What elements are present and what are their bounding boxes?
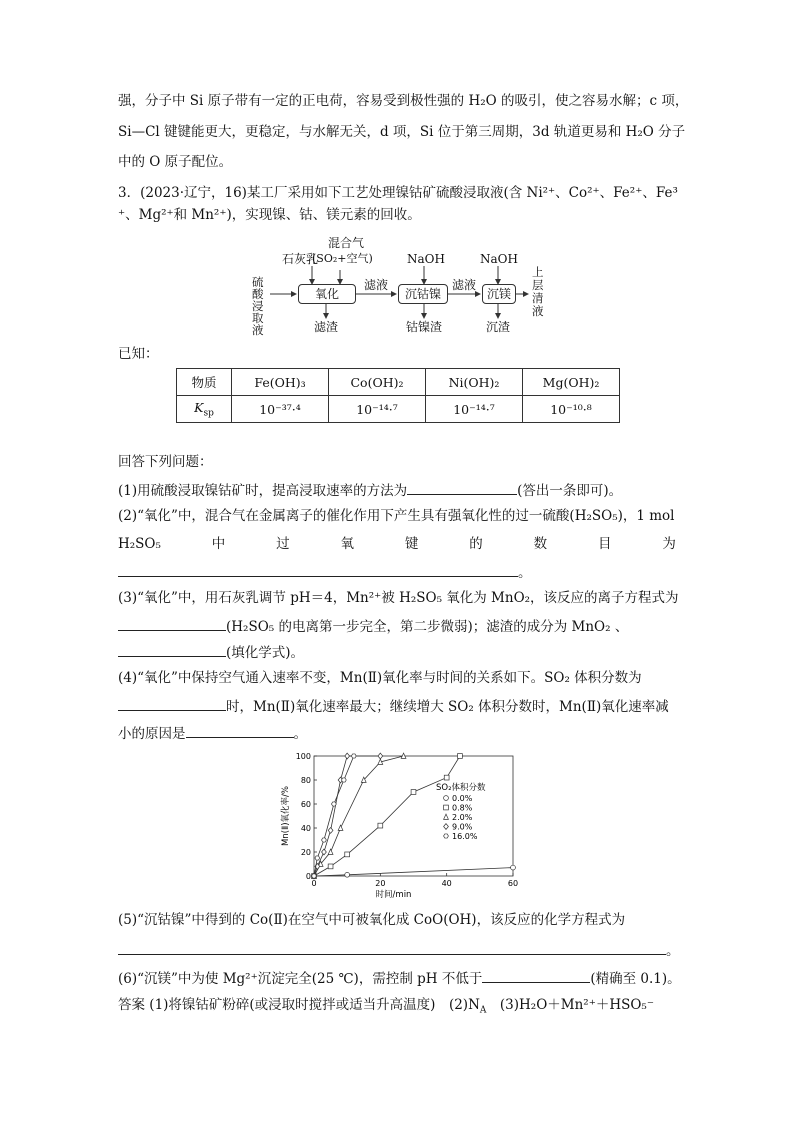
answer-blank-3b[interactable] — [118, 642, 226, 657]
flow-arrows — [244, 228, 564, 338]
question-4-line-3: 小的原因是 。 — [118, 723, 307, 743]
answer-blank-6[interactable] — [482, 968, 590, 983]
data-point — [444, 775, 449, 780]
data-point — [328, 849, 333, 854]
question-3-line-2: (H₂SO₅ 的电离第一步完全，第二步微弱)；滤渣的成分为 MnO₂ 、 — [118, 616, 628, 636]
data-point — [312, 874, 317, 878]
table-row — [177, 369, 620, 396]
flow-input-gas-detail: (SO₂+空气) — [312, 252, 373, 265]
answer-label: 答案 — [118, 997, 145, 1013]
table-row — [177, 396, 620, 423]
answer-line — [118, 996, 654, 1020]
data-point — [322, 838, 327, 842]
ksp-table — [176, 368, 620, 423]
data-point — [378, 823, 383, 828]
question-4-line-2: 时，Mn(Ⅱ)氧化速率最大；继续增大 SO₂ 体积分数时，Mn(Ⅱ)氧化速率减 — [118, 696, 669, 716]
table-cell: 10⁻¹⁴·⁷ — [426, 396, 523, 423]
question-1: (1)用硫酸浸取镍钴矿时，提高浸取速率的方法为 (答出一条即可)。 — [118, 480, 622, 500]
y-tick-label: 60 — [300, 800, 311, 809]
data-point — [322, 849, 327, 855]
flow-input-lime: 石灰乳 — [282, 252, 319, 266]
y-tick-label: 0 — [305, 872, 311, 881]
legend-title: SO₂体积分数 — [436, 783, 486, 793]
process-flow-diagram — [244, 228, 564, 338]
table-header-cell: 物质 — [177, 369, 232, 396]
legend-entry: 0.8% — [452, 803, 473, 813]
ksp-row-label: $K_{sp}$ — [177, 396, 232, 423]
answer-blank-3a[interactable] — [118, 616, 226, 631]
plot-frame — [314, 756, 513, 876]
x-tick-label: 40 — [441, 879, 452, 888]
flow-end-label: 上 层 清 液 — [532, 265, 544, 318]
table-header-cell: Co(OH)₂ — [329, 369, 426, 396]
y-axis-label: Mn(Ⅱ)氧化率/% — [281, 786, 291, 846]
prompt-text: 回答下列问题： — [118, 454, 213, 470]
table-cell: 10⁻³⁷·⁴ — [232, 396, 329, 423]
table-header-cell: Mg(OH)₂ — [523, 369, 620, 396]
flow-output-residue: 滤渣 — [314, 320, 339, 334]
table-cell: 10⁻¹⁰·⁸ — [523, 396, 620, 423]
flow-arrow-label-2: 滤液 — [452, 278, 477, 292]
flow-output-co-ni-residue: 钴镍渣 — [406, 320, 443, 334]
intro-line-1: 强，分子中 Si 原子带有一定的正电荷，容易受到极性强的 H₂O 的吸引，使之容易水解；c 项， — [118, 93, 689, 109]
question-2-line-1: (2)“氧化”中，混合气在金属离子的催化作用下产生具有强氧化性的过一硫酸(H₂SO₅)，1 mol — [118, 508, 675, 524]
question-2-line-2: H₂SO₅ 中 过 氧 键 的 数 目 为 — [118, 536, 676, 552]
question-3-line-1: (3)“氧化”中，用石灰乳调节 pH＝4，Mn²⁺被 H₂SO₅ 氧化为 MnO₂，该反应的离子方程式为 — [118, 590, 679, 606]
table-header-cell: Ni(OH)₂ — [426, 369, 523, 396]
series-line-0 — [314, 868, 513, 876]
question-stem-line-1: 3．(2023·辽宁，16)某工厂采用如下工艺处理镍钴矿硫酸浸取液(含 Ni²⁺、Co²⁺、Fe²⁺、Fe³ — [118, 185, 678, 201]
legend-marker — [444, 805, 449, 810]
answer-blank-4a[interactable] — [118, 696, 226, 711]
data-point — [315, 856, 320, 860]
data-point — [411, 790, 416, 795]
flow-box-oxidation: 氧化 — [298, 284, 356, 304]
intro-line-3: 中的 O 原子配位。 — [118, 154, 233, 170]
data-point — [341, 778, 346, 782]
question-5-line-1: (5)“沉钴镍”中得到的 Co(Ⅱ)在空气中可被氧化成 CoO(OH)，该反应的化学方程式为 — [118, 912, 626, 928]
answer-blank-5[interactable] — [118, 940, 666, 955]
answer-blank-1[interactable] — [407, 480, 517, 495]
flow-box-mg-precip: 沉镁 — [482, 284, 516, 304]
legend-marker — [444, 796, 449, 801]
flow-input-gas: 混合气 — [328, 236, 365, 250]
table-cell: 10⁻¹⁴·⁷ — [329, 396, 426, 423]
series-line-1 — [314, 756, 460, 876]
y-tick-label: 80 — [300, 776, 311, 785]
data-point — [345, 852, 350, 857]
flow-start-label: 硫 酸 浸 取 液 — [252, 275, 264, 337]
question-6: (6)“沉镁”中为使 Mg²⁺沉淀完全(25 ℃)，需控制 pH 不低于 (精确至 0.1)。 — [118, 968, 681, 988]
data-point — [328, 828, 333, 834]
y-tick-label: 100 — [295, 752, 311, 761]
flow-output-precipitate: 沉渣 — [486, 320, 511, 334]
data-point — [351, 754, 356, 758]
flow-input-naoh-1: NaOH — [407, 252, 445, 266]
intro-line-2: Si—Cl 键键能更大，更稳定，与水解无关，d 项，Si 位于第三周期，3d 轨道更易和 H₂O 分子 — [118, 124, 686, 140]
data-point — [458, 754, 463, 759]
data-point — [328, 864, 333, 869]
question-stem-line-2: ⁺、Mg²⁺和 Mn²⁺)，实现镍、钴、镁元素的回收。 — [118, 207, 421, 223]
legend-marker — [444, 814, 449, 819]
legend-entry: 16.0% — [452, 832, 478, 841]
data-point — [511, 865, 516, 870]
legend-entry: 0.0% — [452, 794, 473, 803]
x-tick-label: 0 — [311, 879, 317, 888]
data-point — [332, 802, 337, 806]
question-2-line-3: 。 — [118, 562, 532, 582]
legend-marker — [444, 824, 449, 830]
x-axis-label: 时间/min — [375, 890, 412, 898]
flow-input-naoh-2: NaOH — [480, 252, 518, 266]
legend-marker — [444, 834, 449, 838]
known-label: 已知： — [118, 346, 159, 362]
question-3-line-3: (填化学式)。 — [118, 642, 304, 662]
answer-blank-4b[interactable] — [186, 723, 294, 738]
flow-arrow-label-1: 滤液 — [364, 278, 389, 292]
legend-entry: 2.0% — [452, 813, 473, 822]
series-line-3 — [314, 756, 380, 876]
flow-box-co-ni-precip: 沉钴镍 — [398, 284, 448, 304]
y-tick-label: 40 — [300, 824, 311, 833]
question-5-line-2: 。 — [118, 940, 680, 960]
data-point — [338, 825, 343, 830]
data-point — [345, 753, 350, 759]
x-tick-label: 60 — [507, 879, 519, 888]
y-tick-label: 20 — [300, 848, 311, 857]
data-point — [345, 872, 350, 877]
question-4-line-1: (4)“氧化”中保持空气通入速率不变，Mn(Ⅱ)氧化率与时间的关系如下。SO₂ 体积分数为 — [118, 670, 642, 686]
legend-entry: 9.0% — [452, 822, 473, 832]
x-tick-label: 20 — [375, 879, 386, 888]
table-header-cell: Fe(OH)₃ — [232, 369, 329, 396]
mn-oxidation-chart — [276, 748, 526, 898]
data-point — [378, 753, 383, 759]
answer-blank-2[interactable] — [118, 562, 518, 577]
answer-text: (1)将镍钴矿粉碎(或浸取时搅拌或适当升高温度) $(2)N_A$ (3)H₂O＋Mn²⁺＋HSO₅⁻ — [149, 997, 654, 1016]
